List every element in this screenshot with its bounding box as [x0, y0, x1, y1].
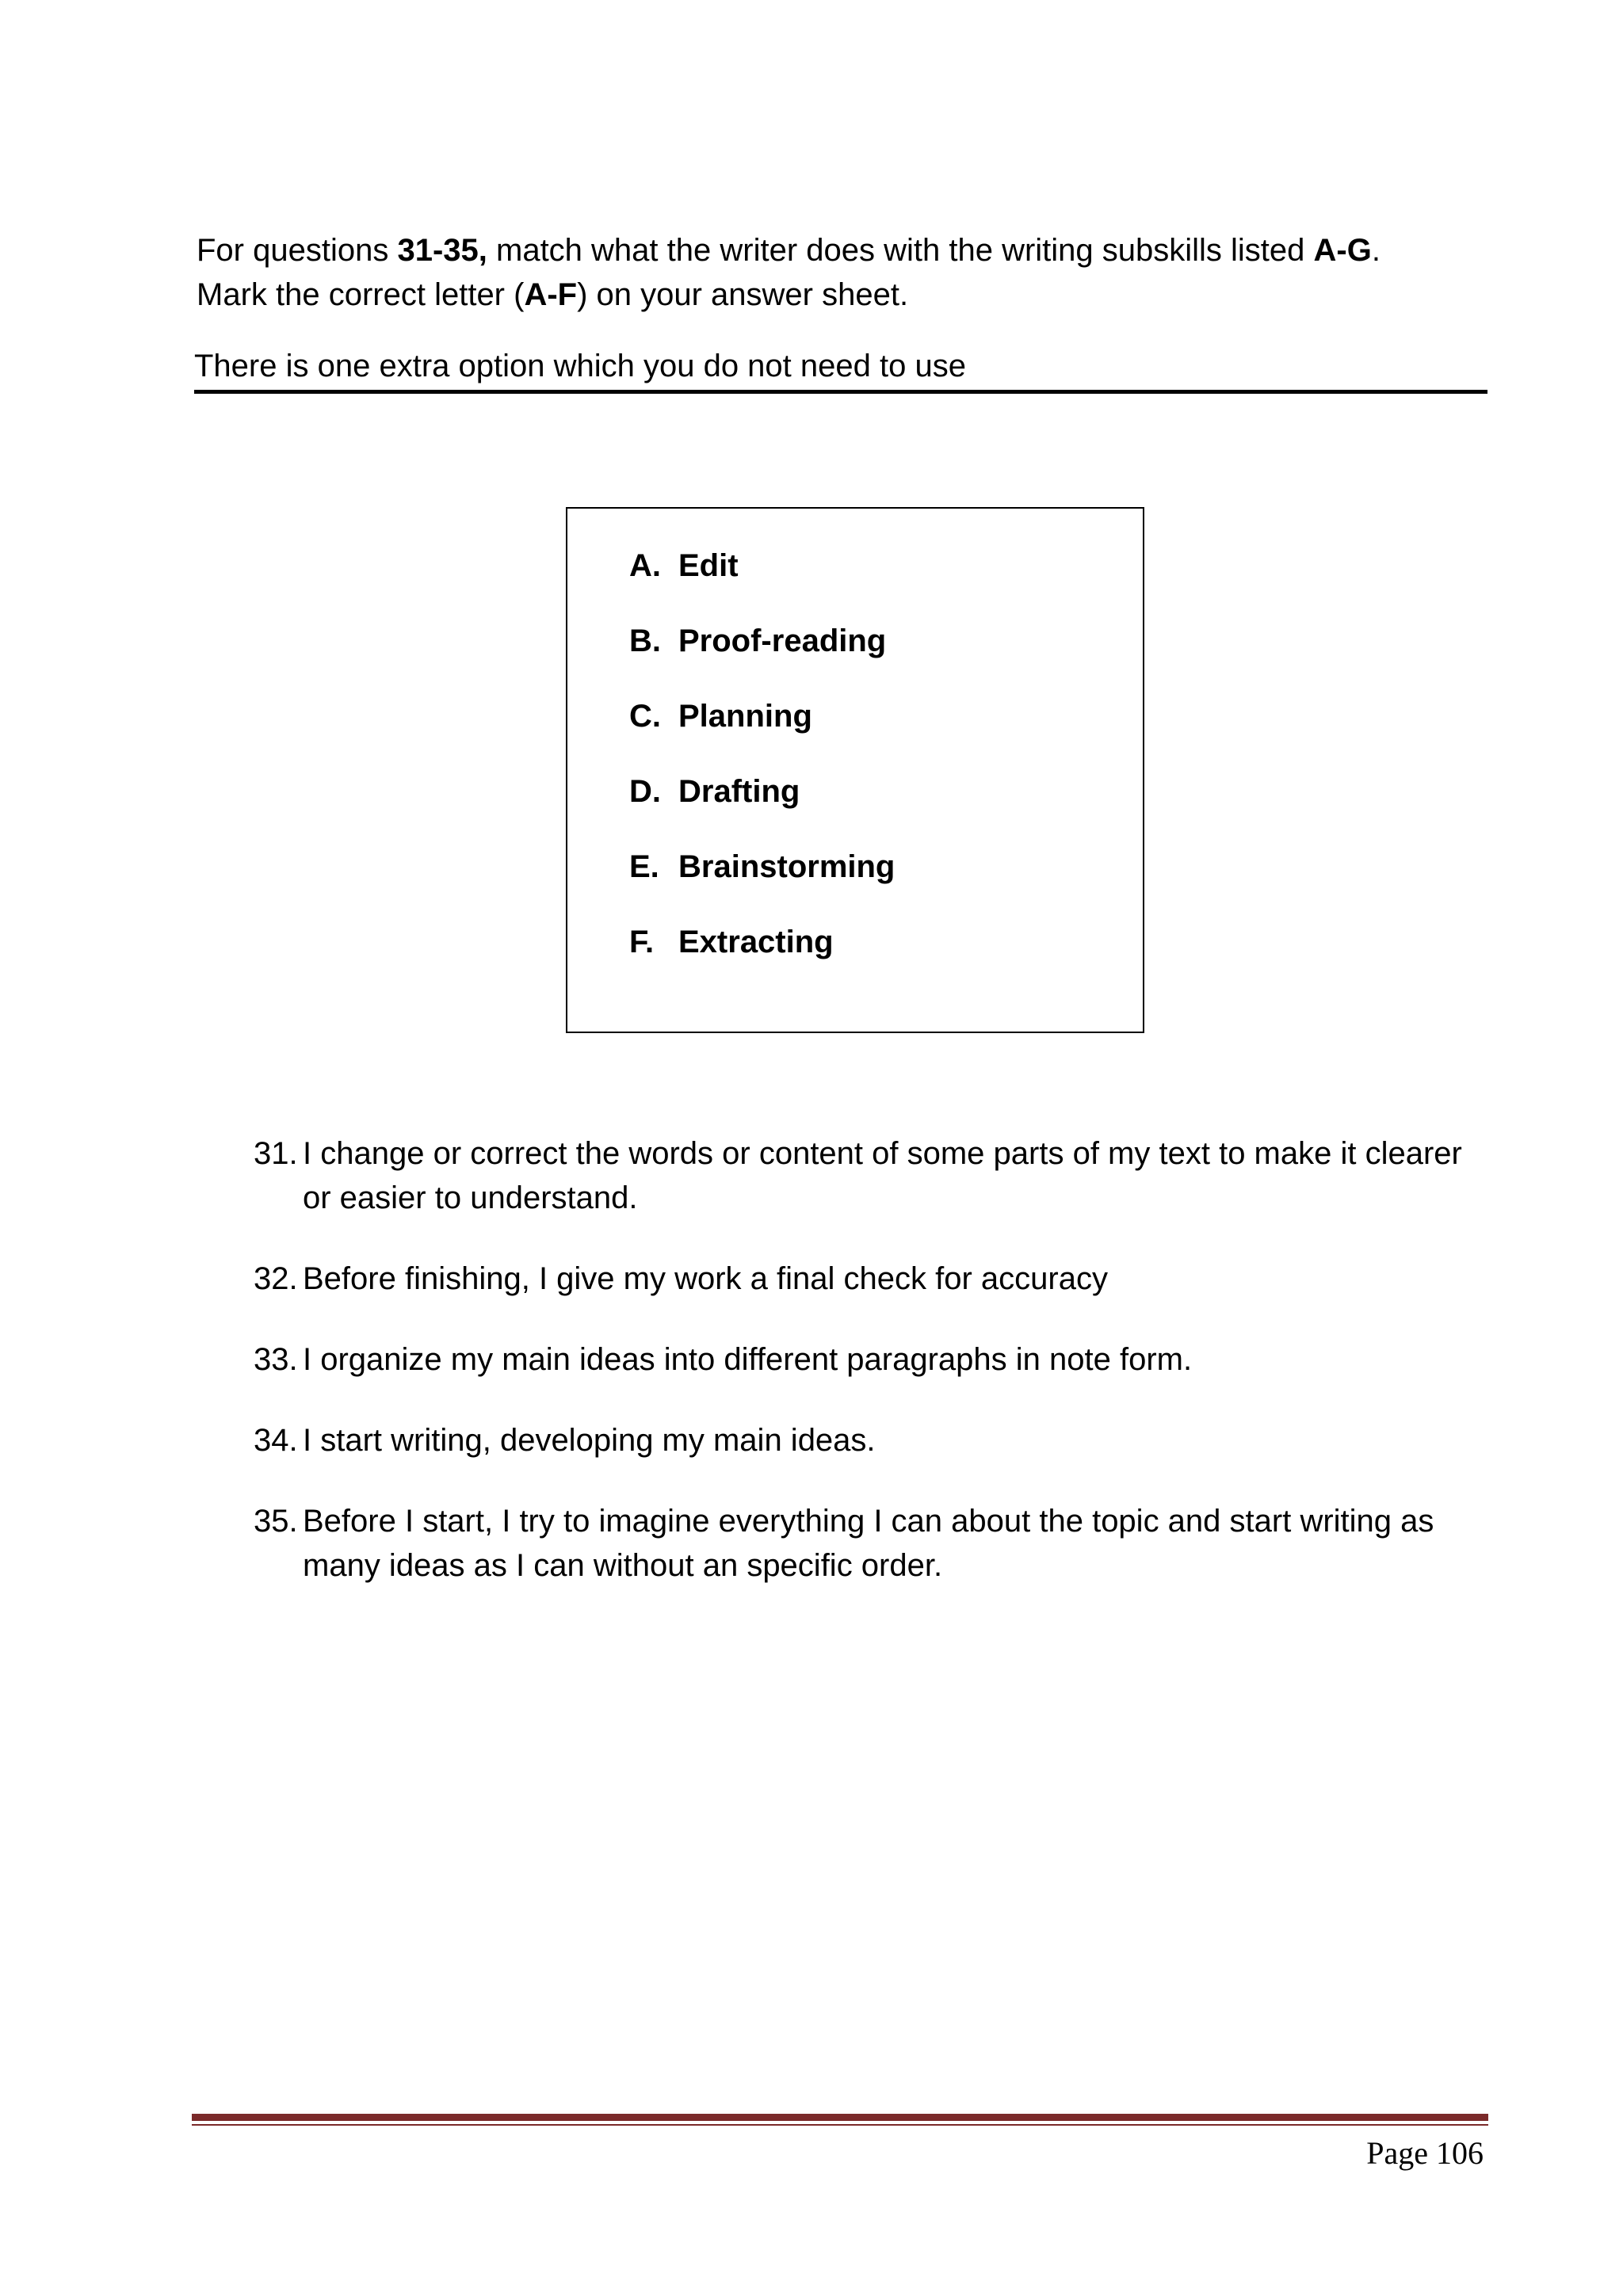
option-letter: C. — [629, 699, 661, 734]
instruction-text: ) on your answer sheet. — [577, 277, 909, 312]
letter-range: A-G — [1313, 233, 1372, 268]
instructions — [197, 228, 1496, 317]
footer-rule-thin — [192, 2124, 1488, 2126]
instruction-text: Mark the correct letter ( — [197, 277, 525, 312]
question-number: 32. — [254, 1261, 298, 1296]
option-letter: A. — [629, 548, 661, 583]
option-label: Extracting — [678, 925, 834, 959]
question-text: I organize my main ideas into different paragraphs in note form. — [303, 1342, 1193, 1377]
page-number: Page 106 — [1366, 2135, 1484, 2171]
options-list — [629, 543, 895, 995]
option-letter: B. — [629, 624, 661, 658]
option-label: Planning — [678, 699, 812, 734]
question-number: 34. — [254, 1423, 298, 1458]
question-number: 31. — [254, 1136, 298, 1171]
question-text: Before finishing, I give my work a final check for accuracy — [303, 1261, 1108, 1296]
option-label: Proof-reading — [678, 624, 887, 658]
question-number: 35. — [254, 1504, 298, 1539]
question-item — [254, 1257, 1498, 1301]
letter-range: A-F — [524, 277, 578, 312]
question-number: 33. — [254, 1342, 298, 1377]
option-item — [629, 619, 895, 694]
question-item — [254, 1337, 1498, 1382]
option-item — [629, 769, 895, 845]
instruction-line-2 — [197, 273, 1496, 317]
extra-option-note — [194, 344, 1487, 394]
option-item — [629, 845, 895, 920]
question-item — [254, 1499, 1498, 1588]
option-item — [629, 920, 895, 995]
instruction-text: match what the writer does with the writing subskills listed — [487, 233, 1314, 268]
question-text: Before I start, I try to imagine everything I can about the topic and start writing as many ideas as I can without an specific order. — [303, 1504, 1434, 1583]
instruction-text: . — [1371, 233, 1381, 268]
question-text: I start writing, developing my main ideas. — [303, 1423, 876, 1458]
question-item — [254, 1418, 1498, 1463]
question-text: I change or correct the words or content of some parts of my text to make it clearer or easier to understand. — [303, 1136, 1462, 1215]
footer-rule — [192, 2114, 1488, 2121]
option-letter: F. — [629, 925, 655, 959]
option-item — [629, 543, 895, 619]
option-label: Brainstorming — [678, 849, 896, 884]
option-label: Drafting — [678, 774, 800, 809]
instruction-line-1 — [197, 228, 1496, 273]
options-box — [566, 507, 1144, 1033]
option-item — [629, 694, 895, 769]
question-range: 31-35, — [397, 233, 487, 268]
option-letter: D. — [629, 774, 661, 809]
instruction-text: For questions — [197, 233, 398, 268]
questions-list — [254, 1131, 1498, 1624]
extra-option-text: There is one extra option which you do not need to use — [194, 349, 966, 383]
option-letter: E. — [629, 849, 659, 884]
option-label: Edit — [678, 548, 739, 583]
question-item — [254, 1131, 1498, 1220]
